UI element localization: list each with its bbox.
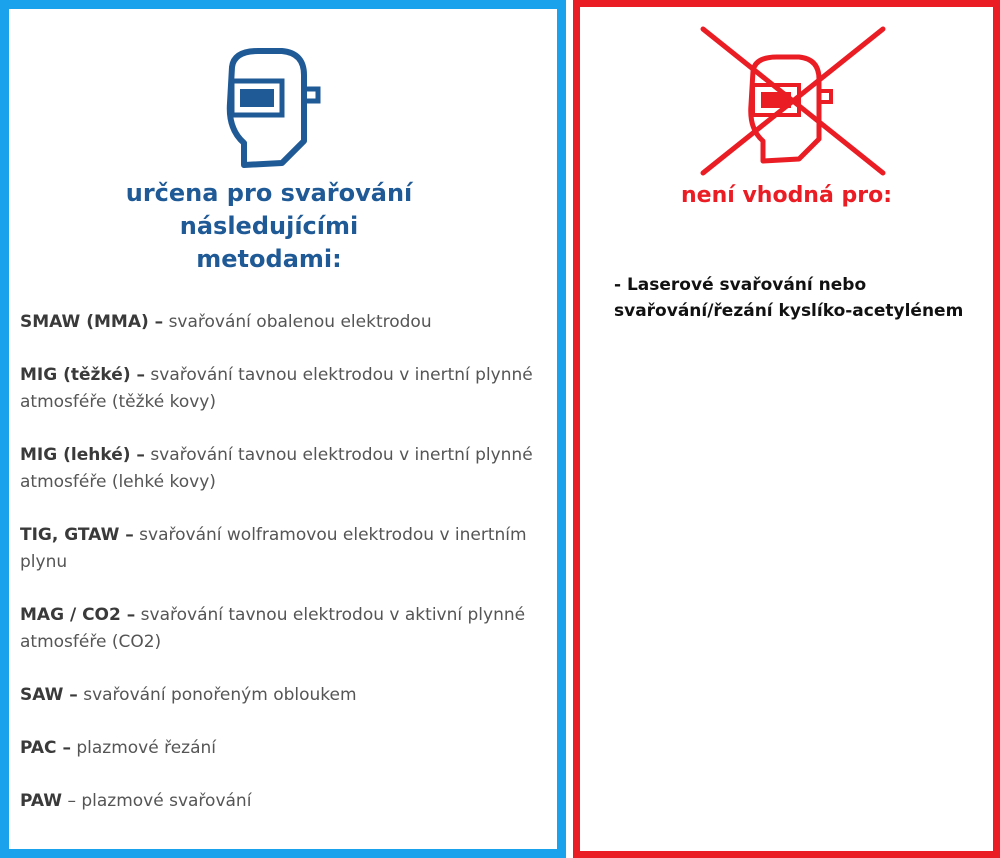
- method-code: MIG (těžké) –: [20, 365, 146, 385]
- method-item-pac: [20, 735, 550, 762]
- unsuitable-note-line-1: - Laserové svařování nebo: [614, 275, 867, 295]
- method-item-paw: [20, 788, 550, 815]
- suitable-title-line-2: následujícími: [179, 212, 359, 240]
- method-description: svařování obalenou elektrodou: [168, 312, 432, 332]
- method-description: svařování tavnou elektrodou v inertní plynné atmosféře (těžké kovy): [20, 365, 533, 412]
- method-code: SAW –: [20, 685, 78, 705]
- suitable-title: [59, 177, 479, 276]
- method-item-saw: [20, 682, 550, 709]
- method-item-tig: [20, 522, 550, 576]
- method-code: PAW: [20, 791, 63, 811]
- method-description: plazmové řezání: [76, 738, 217, 758]
- method-item-mig-light: [20, 442, 550, 496]
- unsuitable-note-line-2: svařování/řezání kyslíko-acetylénem: [614, 301, 964, 321]
- method-code: MAG / CO2 –: [20, 605, 136, 625]
- method-code: PAC –: [20, 738, 71, 758]
- suitable-title-line-1: určena pro svařování: [125, 179, 413, 207]
- method-description: svařování tavnou elektrodou v aktivní plynné atmosféře (CO2): [20, 605, 526, 652]
- crossed-out-welding-helmet-icon: [693, 21, 893, 181]
- method-item-smaw: [20, 309, 550, 336]
- method-item-mag: [20, 602, 550, 656]
- method-code: SMAW (MMA) –: [20, 312, 164, 332]
- method-description: svařování wolframovou elektrodou v inertním plynu: [20, 525, 527, 572]
- method-code: MIG (lehké) –: [20, 445, 145, 465]
- suitable-title-line-3: metodami:: [196, 245, 342, 273]
- unsuitable-methods-panel: [573, 0, 1000, 858]
- unsuitable-note: [614, 272, 984, 324]
- unsuitable-title: není vhodná pro:: [681, 183, 892, 208]
- method-list: [20, 309, 550, 815]
- method-code: TIG, GTAW –: [20, 525, 134, 545]
- method-description: – plazmové svařování: [67, 791, 252, 811]
- method-description: svařování tavnou elektrodou v inertní plynné atmosféře (lehké kovy): [20, 445, 533, 492]
- method-description: svařování ponořeným obloukem: [83, 685, 357, 705]
- welding-helmet-icon: [218, 45, 328, 169]
- method-item-mig-heavy: [20, 362, 550, 416]
